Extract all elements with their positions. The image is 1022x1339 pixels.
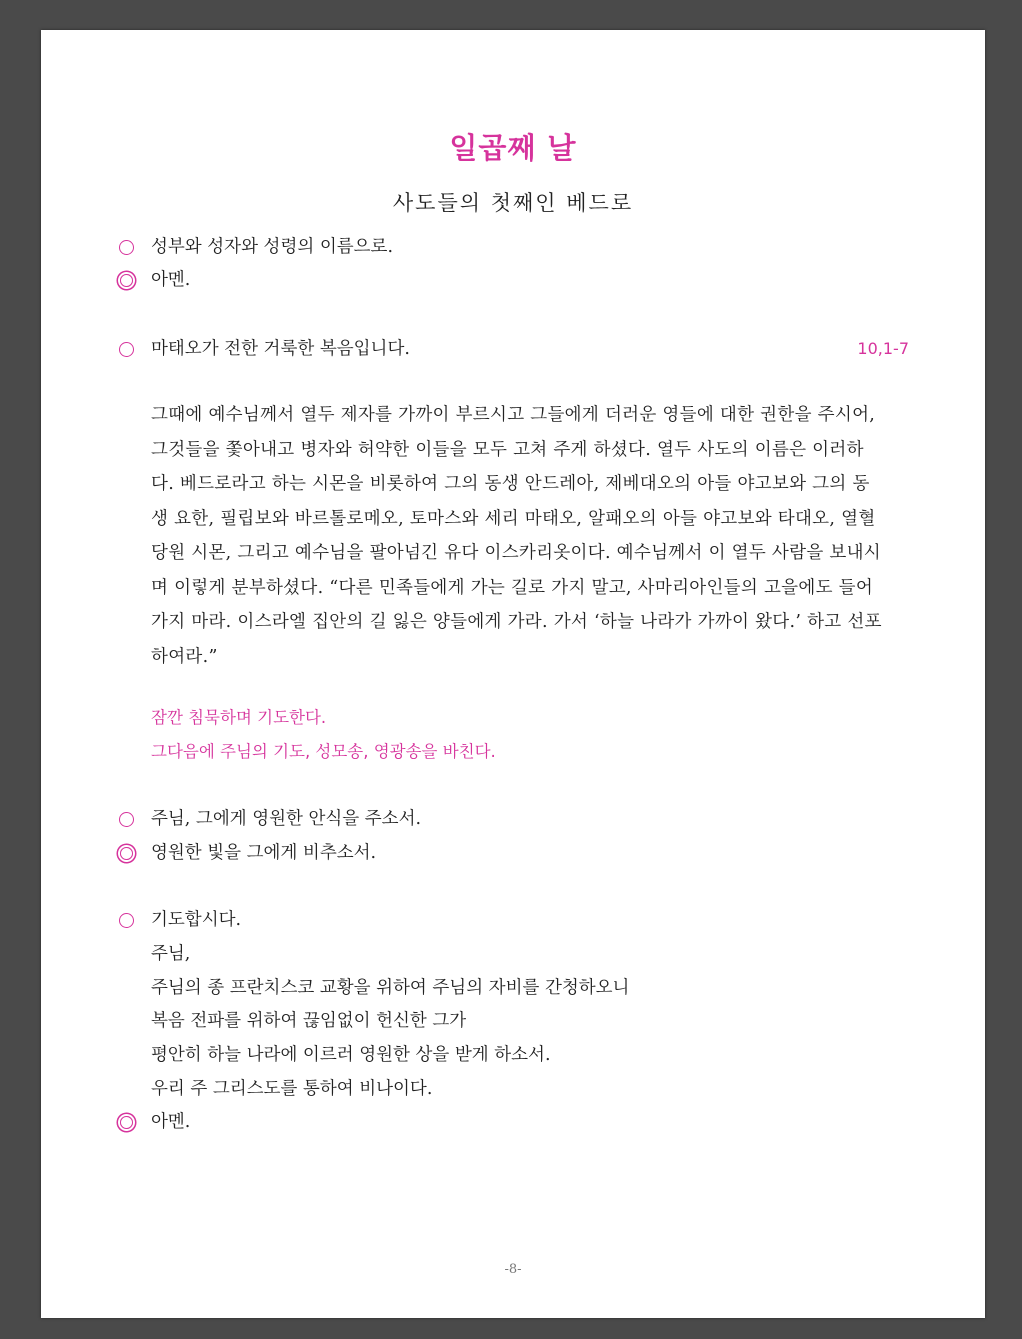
prayer-line: 우리 주 그리스도를 통하여 비나이다.: [151, 1079, 433, 1099]
gospel-line: 며 이렇게 분부하셨다. “다른 민족들에게 가는 길로 가지 말고, 사마리아인들의 고을에도 들어: [151, 577, 874, 598]
gospel-line: 그것들을 쫓아내고 병자와 허약한 이들을 모두 고쳐 주게 하셨다. 열두 사도의 이름은 이러하: [151, 439, 864, 460]
document-page: [41, 30, 985, 1318]
gospel-line: 그때에 예수님께서 열두 제자를 가까이 부르시고 그들에게 더러운 영들에 대한 권한을 주시어,: [151, 405, 876, 425]
gospel-line: 가지 마라. 이스라엘 집안의 길 잃은 양들에게 가라. 가서 ‘하늘 나라가 가까이 왔다.’ 하고 선포: [151, 612, 882, 632]
prayer-intro-text: 기도합시다.: [151, 910, 242, 930]
response-text-1: 주님, 그에게 영원한 안식을 주소서.: [151, 809, 422, 829]
response-text-2: 영원한 빛을 그에게 비추소서.: [151, 843, 377, 863]
gospel-line: 생 요한, 필립보와 바르톨로메오, 토마스와 세리 마태오, 알패오의 아들 야고보와 타대오, 열혈: [151, 508, 876, 529]
prayer-line: 주님의 종 프란치스코 교황을 위하여 주님의 자비를 간청하오니: [151, 978, 630, 998]
opening-text-1: 성부와 성자와 성령의 이름으로.: [151, 237, 394, 257]
gospel-reference: 10,1-7: [857, 339, 909, 358]
double-circle-icon: [116, 839, 136, 867]
opening-text-2: 아멘.: [151, 270, 191, 290]
double-circle-icon: [116, 266, 136, 294]
prayer-line: 주님,: [151, 944, 191, 964]
double-circle-icon: [116, 1108, 136, 1136]
rubric-prayers: 그다음에 주님의 기도, 성모송, 영광송을 바친다.: [151, 742, 496, 761]
rubric-silence: 잠깐 침묵하며 기도한다.: [151, 708, 327, 727]
page-subtitle: 사도들의 첫째인 베드로: [392, 191, 634, 215]
circle-icon: [116, 805, 136, 833]
prayer-line: 복음 전파를 위하여 끊임없이 헌신한 그가: [151, 1011, 467, 1031]
prayer-line: 평안히 하늘 나라에 이르러 영원한 상을 받게 하소서.: [151, 1045, 551, 1065]
circle-icon: [116, 233, 136, 261]
gospel-intro-text: 마태오가 전한 거룩한 복음입니다.: [151, 339, 410, 359]
prayer-amen-text: 아멘.: [151, 1112, 191, 1132]
gospel-paragraph: [151, 398, 911, 674]
circle-icon: [116, 335, 136, 363]
gospel-line: 당원 시몬, 그리고 예수님을 팔아넘긴 유다 이스카리옷이다. 예수님께서 이 열두 사람을 보내시: [151, 543, 882, 563]
page-number: -8-: [504, 1262, 522, 1277]
circle-icon: [116, 906, 136, 934]
gospel-line: 다. 베드로라고 하는 시몬을 비롯하여 그의 동생 안드레아, 제베대오의 아들 야고보와 그의 동: [151, 474, 870, 494]
page-title: 일곱째 날: [449, 131, 577, 165]
gospel-line: 하여라.”: [151, 646, 218, 667]
